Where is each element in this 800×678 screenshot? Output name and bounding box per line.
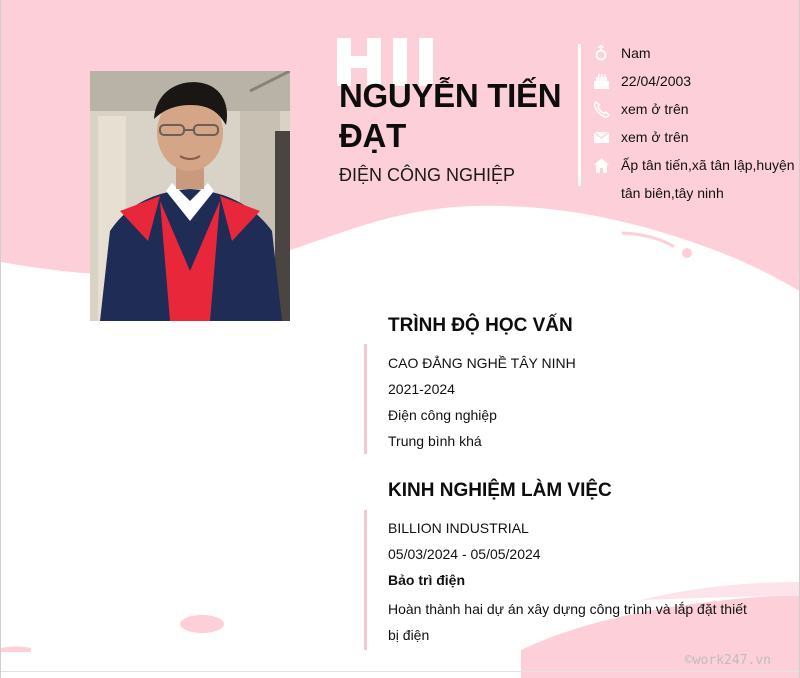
contact-email (593, 128, 689, 151)
profile-photo (90, 71, 290, 321)
education-bar (364, 344, 367, 454)
education-period: 2021-2024 (388, 381, 455, 397)
education-major: Điện công nghiệp (388, 407, 497, 423)
header-divider (578, 44, 581, 186)
education-heading: TRÌNH ĐỘ HỌC VẤN (388, 315, 573, 336)
candidate-name: NGUYỄN TIẾN ĐẠT (339, 77, 562, 154)
contact-address (593, 156, 800, 207)
email-value[interactable]: xem ở trên (621, 129, 689, 145)
gender-value: Nam (621, 45, 651, 61)
gender-icon (593, 45, 610, 62)
footer-divider (1, 671, 800, 672)
experience-heading: KINH NGHIỆM LÀM VIỆC (388, 480, 612, 501)
experience-company: BILLION INDUSTRIAL (388, 520, 529, 536)
contact-phone (593, 100, 689, 123)
contact-gender (593, 44, 651, 67)
birthday-value: 22/04/2003 (621, 73, 692, 89)
experience-position: Bảo trì điện (388, 572, 466, 588)
mail-icon (593, 129, 610, 146)
phone-value[interactable]: xem ở trên (621, 101, 689, 117)
experience-description: Hoàn thành hai dự án xây dựng công trình và lắp đặt thiết bị điện (388, 601, 747, 643)
phone-icon (593, 101, 610, 118)
education-school: CAO ĐẲNG NGHỀ TÂY NINH (388, 355, 576, 371)
experience-period: 05/03/2024 - 05/05/2024 (388, 546, 541, 562)
experience-bar (364, 510, 367, 650)
contact-birthday (593, 72, 691, 95)
watermark: ©work247.vn (684, 653, 771, 668)
address-value: Ấp tân tiến,xã tân lập,huyện tân biên,tây ninh (621, 157, 795, 201)
home-icon (593, 157, 610, 174)
education-grade: Trung bình khá (388, 433, 482, 449)
job-title: ĐIỆN CÔNG NGHIỆP (339, 165, 516, 185)
cake-icon (593, 73, 610, 90)
